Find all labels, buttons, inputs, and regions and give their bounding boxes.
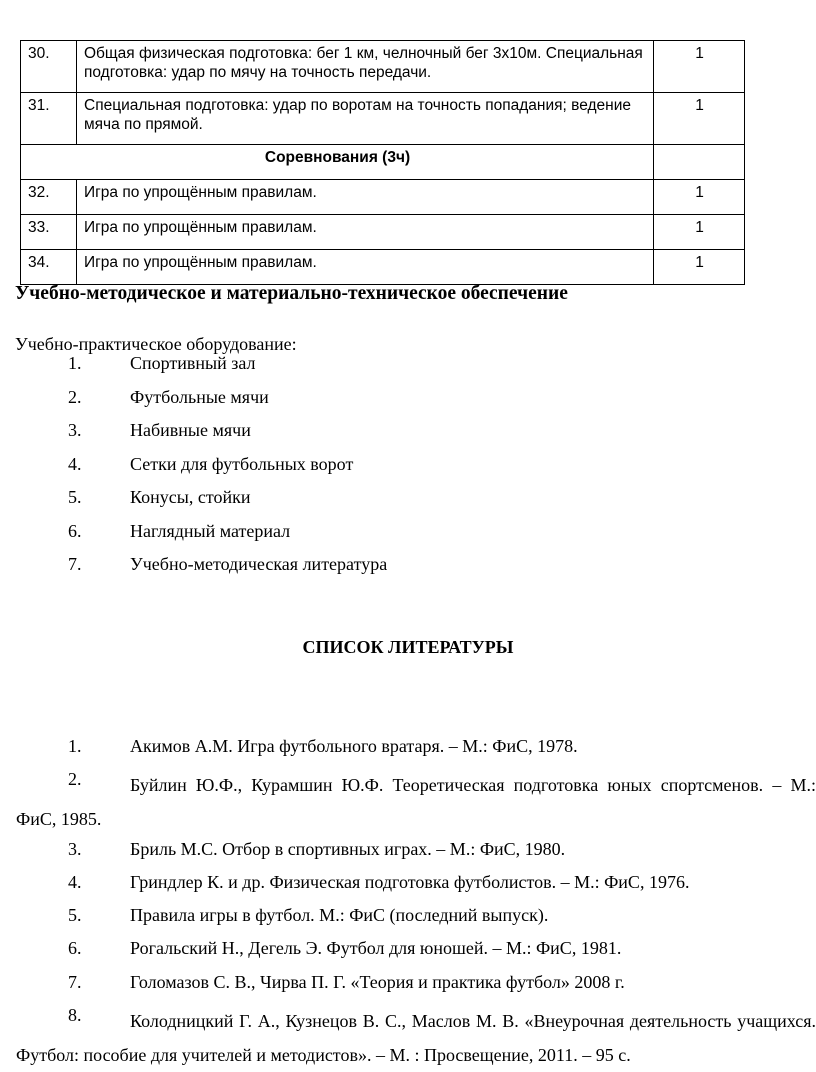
list-item-number: 1. <box>68 353 82 373</box>
lesson-topic: Игра по упрощённым правилам. <box>77 250 654 285</box>
list-item-text: Учебно-методическая литература <box>130 554 388 574</box>
list-item <box>0 520 816 554</box>
list-item-number: 6. <box>68 938 82 958</box>
list-item-number: 7. <box>68 554 82 574</box>
lesson-hours: 1 <box>654 41 745 93</box>
table-row <box>21 180 745 215</box>
literature-title: СПИСОК ЛИТЕРАТУРЫ <box>302 637 514 657</box>
list-item <box>0 486 816 520</box>
list-item-number: 4. <box>68 872 82 892</box>
lesson-topic: Игра по упрощённым правилам. <box>77 180 654 215</box>
equipment-list <box>0 352 816 587</box>
list-item-text: Колодницкий Г. А., Кузнецов В. С., Маслов М. В. «Внеурочная деятельность учащихся. Футбол: пособие для учителей и методистов». – М. : Просвещение, 2011. – 95 с. <box>16 1011 816 1065</box>
section-heading: Учебно-методическое и материально-техническое обеспечение <box>15 283 568 304</box>
list-item <box>0 453 816 487</box>
lesson-plan-table <box>20 40 745 285</box>
section-title: Соревнования (3ч) <box>21 145 654 180</box>
list-item-number: 7. <box>68 972 82 992</box>
list-item-text: Сетки для футбольных ворот <box>130 453 354 474</box>
list-item-number: 8. <box>68 1005 82 1025</box>
lesson-topic: Специальная подготовка: удар по воротам на точность попадания; ведение мяча по прямой. <box>77 93 654 145</box>
list-item-text: Наглядный материал <box>130 520 291 541</box>
lesson-hours: 1 <box>654 250 745 285</box>
lesson-topic: Общая физическая подготовка: бег 1 км, челночный бег 3х10м. Специальная подготовка: удар по мячу на точность передачи. <box>77 41 654 93</box>
table-row <box>21 215 745 250</box>
section-row <box>21 145 745 180</box>
equipment-subheading: Учебно-практическое оборудование: <box>15 334 297 354</box>
lesson-topic: Игра по упрощённым правилам. <box>77 215 654 250</box>
list-item-text: Спортивный зал <box>130 353 256 373</box>
table-row <box>21 41 745 93</box>
list-item-number: 3. <box>68 839 82 859</box>
lesson-number: 30. <box>21 41 77 93</box>
lesson-number: 31. <box>21 93 77 145</box>
list-item-number: 6. <box>68 520 82 541</box>
list-item-text: Буйлин Ю.Ф., Курамшин Ю.Ф. Теоретическая подготовка юных спортсменов. – М.: ФиС, 1985. <box>16 775 816 829</box>
list-item <box>0 352 816 386</box>
list-item-number: 2. <box>68 386 82 407</box>
list-item-text: Гриндлер К. и др. Физическая подготовка футболистов. – М.: ФиС, 1976. <box>130 872 690 892</box>
list-item-number: 3. <box>68 420 82 440</box>
list-item-number: 2. <box>68 769 82 789</box>
list-item-text: Футбольные мячи <box>130 386 269 407</box>
list-item <box>0 386 816 420</box>
list-item-number: 5. <box>68 905 82 925</box>
section-hours-empty <box>654 145 745 180</box>
list-item-text: Бриль М.С. Отбор в спортивных играх. – М.: ФиС, 1980. <box>130 839 566 859</box>
lesson-number: 34. <box>21 250 77 285</box>
lesson-hours: 1 <box>654 180 745 215</box>
list-item-number: 5. <box>68 487 82 507</box>
list-item-text: Набивные мячи <box>130 420 251 440</box>
list-item-text: Правила игры в футбол. М.: ФиС (последний выпуск). <box>130 905 549 925</box>
lesson-hours: 1 <box>654 215 745 250</box>
list-item-text: Конусы, стойки <box>130 487 251 507</box>
table-row <box>21 93 745 145</box>
list-item <box>0 419 816 453</box>
list-item-text: Акимов А.М. Игра футбольного вратаря. – М.: ФиС, 1978. <box>130 736 578 756</box>
list-item-text: Голомазов С. В., Чирва П. Г. «Теория и практика футбол» 2008 г. <box>130 972 625 992</box>
table-row <box>21 250 745 285</box>
lesson-number: 32. <box>21 180 77 215</box>
list-item-number: 1. <box>68 736 82 756</box>
list-item-number: 4. <box>68 453 82 474</box>
lesson-hours: 1 <box>654 93 745 145</box>
list-item <box>0 553 816 587</box>
list-item-text: Рогальский Н., Дегель Э. Футбол для юношей. – М.: ФиС, 1981. <box>130 938 622 958</box>
lesson-number: 33. <box>21 215 77 250</box>
